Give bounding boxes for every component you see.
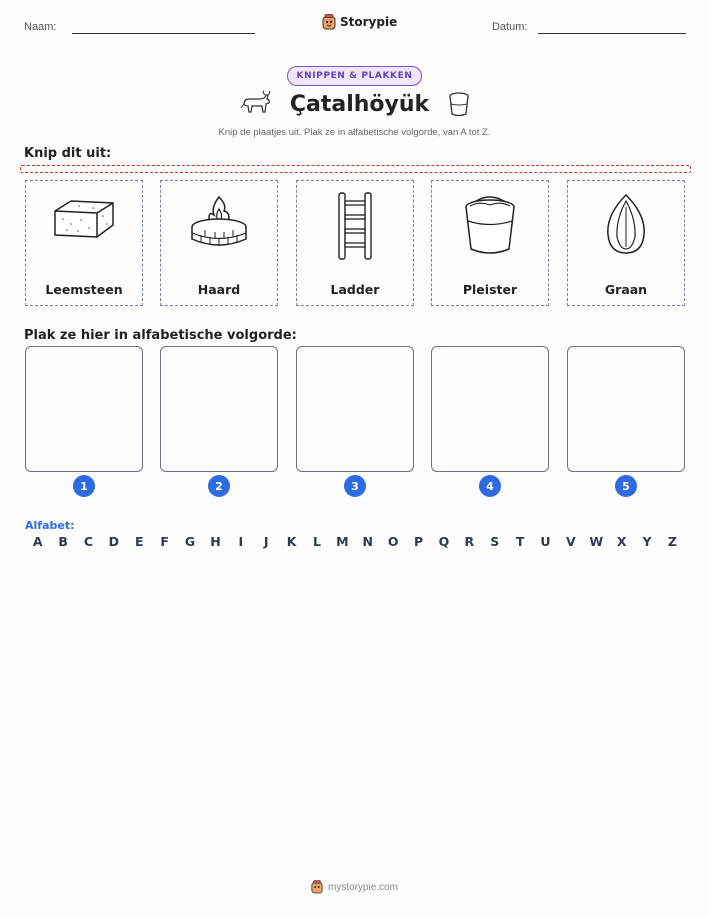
storypie-mascot-icon <box>322 14 336 30</box>
cut-card-leemsteen[interactable] <box>25 180 143 306</box>
alphabet-letter: Q <box>438 534 450 549</box>
alphabet-title: Alfabet: <box>25 519 75 532</box>
alphabet-letter: F <box>160 534 169 549</box>
alphabet-letter: T <box>515 534 525 549</box>
paste-box-4[interactable] <box>431 346 549 472</box>
bucket-icon <box>447 90 471 118</box>
paste-box-1[interactable] <box>25 346 143 472</box>
alphabet-letter: K <box>286 534 297 549</box>
alphabet-letter: O <box>387 534 399 549</box>
date-label: Datum: <box>492 21 528 33</box>
cut-card-ladder[interactable] <box>296 180 414 306</box>
brand-name: Storypie <box>340 15 398 29</box>
card-label: Pleister <box>462 282 518 297</box>
cut-heading: Knip dit uit: <box>24 146 112 161</box>
number-badge-3: 3 <box>344 475 366 497</box>
cut-line <box>20 165 691 173</box>
activity-badge: KNIPPEN & PLAKKEN <box>287 66 423 86</box>
alphabet-letter: H <box>210 534 221 549</box>
alphabet-letter: L <box>313 534 321 549</box>
alphabet-letter: N <box>362 534 373 549</box>
mudbrick-icon <box>49 191 119 246</box>
alphabet-letter: D <box>108 534 120 549</box>
instructions: Knip de plaatjes uit. Plak ze in alfabetische volgorde, van A tot Z. <box>218 127 491 138</box>
paste-box-5[interactable] <box>567 346 685 472</box>
date-line[interactable] <box>538 33 686 34</box>
paste-heading: Plak ze hier in alfabetische volgorde: <box>24 328 297 343</box>
number-badge-5: 5 <box>615 475 637 497</box>
alphabet-letter: S <box>490 534 500 549</box>
alphabet-letter: A <box>32 534 43 549</box>
name-label: Naam: <box>24 21 57 33</box>
grain-seed-icon <box>602 191 650 257</box>
alphabet-letter: G <box>184 534 196 549</box>
card-label: Ladder <box>330 282 380 297</box>
alphabet-letter: U <box>540 534 551 549</box>
alphabet-letter: E <box>134 534 144 549</box>
brand-logo <box>322 14 397 30</box>
alphabet-letter: V <box>566 534 576 549</box>
alphabet-letter: Y <box>642 534 652 549</box>
hearth-fire-icon <box>187 191 251 253</box>
alphabet-letter: C <box>83 534 94 549</box>
number-badge-4: 4 <box>479 475 501 497</box>
storypie-mascot-icon <box>311 880 323 894</box>
alphabet-letter: P <box>413 534 424 549</box>
cut-card-haard[interactable] <box>160 180 278 306</box>
alphabet-letter: W <box>589 534 604 549</box>
paste-box-3[interactable] <box>296 346 414 472</box>
card-label: Leemsteen <box>45 282 123 297</box>
alphabet-letter: J <box>263 534 269 549</box>
alphabet-row <box>25 534 685 549</box>
worksheet-title: Çatalhöyük <box>289 91 430 117</box>
plaster-bucket-icon <box>460 191 520 257</box>
card-label: Haard <box>197 282 241 297</box>
paste-box-2[interactable] <box>160 346 278 472</box>
number-badge-2: 2 <box>208 475 230 497</box>
footer <box>311 880 398 894</box>
name-line[interactable] <box>72 33 255 34</box>
bull-icon <box>238 90 272 118</box>
alphabet-letter: Z <box>667 534 677 549</box>
alphabet-letter: B <box>58 534 68 549</box>
cut-card-pleister[interactable] <box>431 180 549 306</box>
ladder-icon <box>330 191 380 261</box>
alphabet-letter: X <box>616 534 627 549</box>
card-label: Graan <box>604 282 648 297</box>
alphabet-letter: M <box>336 534 349 549</box>
cut-card-graan[interactable] <box>567 180 685 306</box>
alphabet-letter: R <box>464 534 475 549</box>
footer-link[interactable]: mystorypie.com <box>327 881 398 893</box>
number-badge-1: 1 <box>73 475 95 497</box>
alphabet-letter: I <box>238 534 244 549</box>
